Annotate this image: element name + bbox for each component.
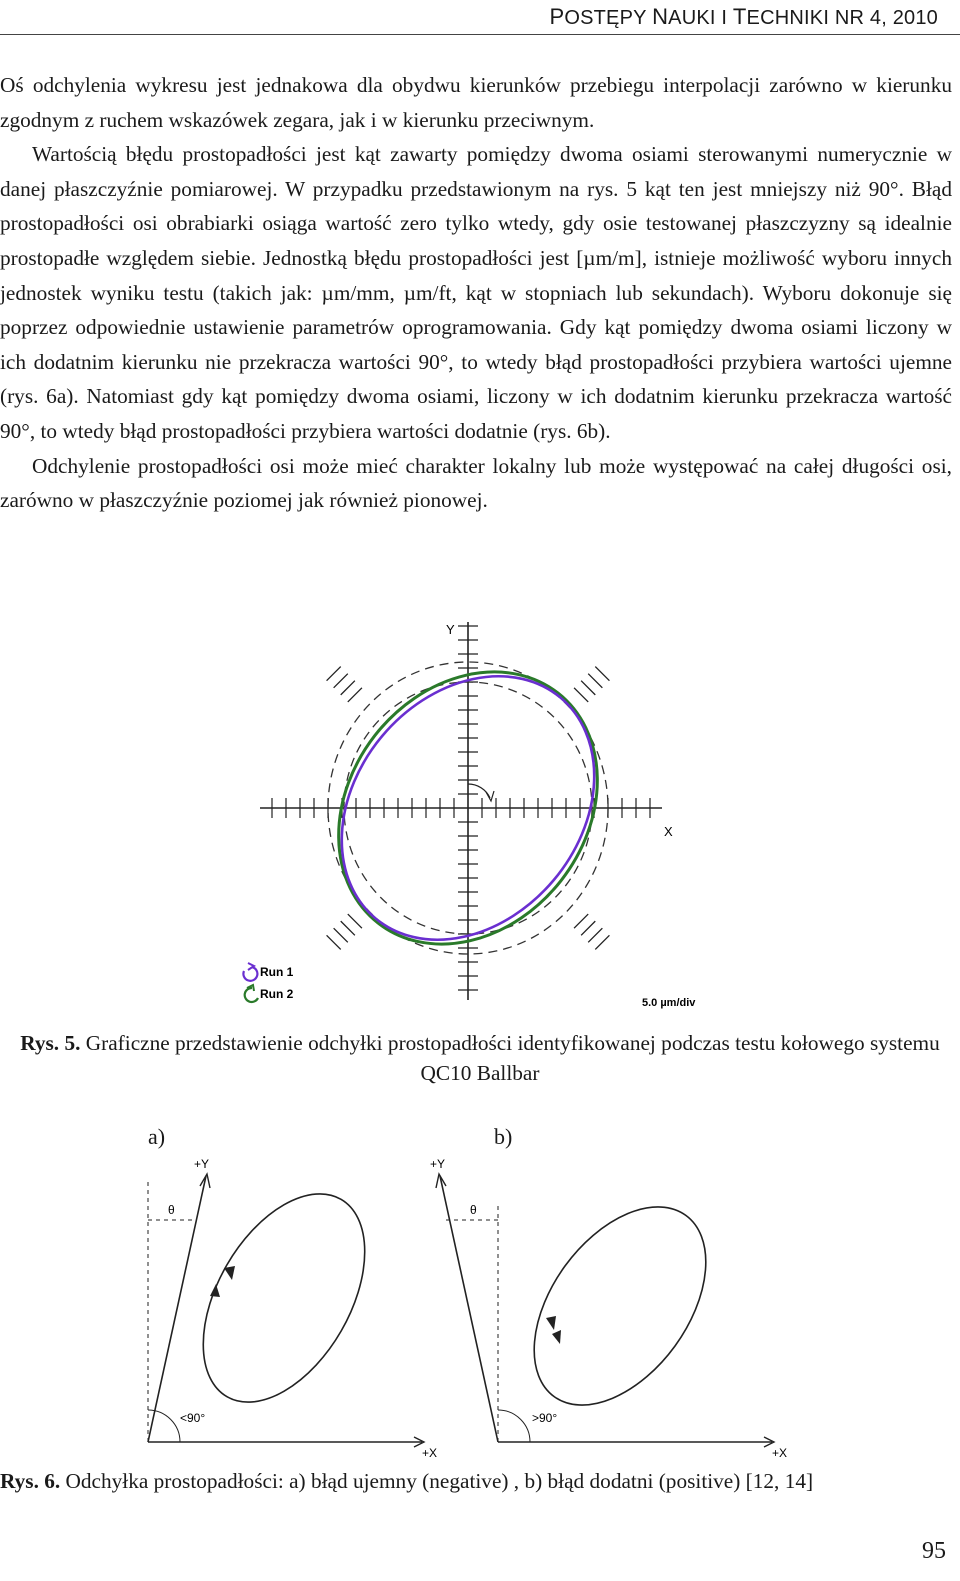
run-2-legend-icon [245, 988, 258, 1002]
diagonal-hatch [581, 681, 595, 695]
figure-6-caption [0, 1466, 960, 1496]
title-part-1: OSTĘPY [564, 7, 653, 29]
panel-a-direction-arrow-2 [210, 1284, 220, 1297]
journal-title [549, 4, 938, 30]
panel-b-x-label: +X [772, 1446, 788, 1460]
title-initial-3: T [732, 4, 747, 29]
panel-b-y-axis [440, 1176, 498, 1442]
panel-a-y-label: +Y [194, 1157, 210, 1171]
panel-b-y-label: +Y [430, 1157, 446, 1171]
figure-5-caption-text: Graficzne przedstawienie odchyłki prostopadłości identyfikowanej podczas testu kołowego systemu QC10 Ballbar [80, 1031, 940, 1085]
run-2-label: Run 2 [260, 987, 294, 1001]
angle-arc [468, 784, 490, 798]
diagonal-hatch [574, 914, 588, 928]
panel-a-diagram [148, 1157, 437, 1460]
figure-6-diagrams [140, 1120, 820, 1460]
diagonal-hatch [588, 928, 602, 942]
panel-a-ellipse [170, 1166, 398, 1429]
paragraph-2: Wartością błędu prostopadłości jest kąt zawarty pomiędzy dwoma osiami sterowanymi numerycznie w danej płaszczyźnie pomiarowej. W przypadku przedstawionym na rys. 5 kąt ten jest mniejszy niż 90°. Błąd prostopadłości osi obrabiarki osiąga wartość zero tylko wtedy, gdy osie testowanej płaszczyzny są idealnie prostopadłe względem siebie. Jednostką błędu prostopadłości jest [µm/m], istnieje możliwość wyboru innych jednostek wyniku testu (takich jak: µm/mm, µm/ft, kąt w stopniach lub sekundach). Wyboru dokonuje się poprzez odpowiednie ustawienie parametrów oprogramowania. Gdy kąt pomiędzy dwoma osiami liczony w ich dodatnim kierunku nie przekracza wartości 90°, to wtedy błąd prostopadłości przybiera wartości ujemne (rys. 6a). Natomiast gdy kąt pomiędzy dwoma osiami, liczony w ich dodatnim kierunku przekracza wartość 90°, to wtedy błąd prostopadłości przybiera wartości dodatnie (rys. 6b). [0, 142, 952, 443]
panel-b-label: b) [494, 1124, 513, 1149]
panel-b-direction-arrow-2 [552, 1330, 561, 1344]
title-part-3: ECHNIKI NR 4, 2010 [746, 7, 938, 29]
title-initial-1: P [549, 4, 565, 29]
figure-5-caption [0, 1028, 960, 1088]
panel-b-diagram [430, 1157, 787, 1460]
header-rule [0, 34, 960, 35]
figure-5-caption-label: Rys. 5. [20, 1031, 81, 1055]
panel-a-angle-label: <90° [180, 1411, 206, 1425]
panel-a-direction-arrow [224, 1266, 235, 1280]
panel-b-direction-arrow [546, 1316, 556, 1330]
diagonal-hatch [327, 667, 341, 681]
panel-b-angle-arc [498, 1410, 530, 1442]
diagonal-hatch [327, 935, 341, 949]
panel-a-x-label: +X [422, 1446, 438, 1460]
diagonal-hatch [341, 921, 355, 935]
diagonal-hatch [341, 681, 355, 695]
title-initial-2: N [652, 4, 669, 29]
body-text [0, 68, 952, 518]
panel-a-label: a) [148, 1124, 166, 1149]
figure-6-caption-text: Odchyłka prostopadłości: a) błąd ujemny (negative) , b) błąd dodatni (positive) [12, 14] [60, 1469, 814, 1493]
panel-a-angle-arc [148, 1410, 180, 1442]
x-axis-label: X [664, 824, 673, 839]
diagonal-hatch [334, 928, 348, 942]
panel-a-y-axis [148, 1176, 206, 1442]
run-1-label: Run 1 [260, 965, 294, 979]
diagonal-hatch [334, 674, 348, 688]
diagonal-hatch [595, 935, 609, 949]
page-number: 95 [922, 1538, 946, 1564]
panel-a-theta-label: θ [168, 1203, 175, 1217]
legend [243, 963, 293, 1002]
panel-b-ellipse [499, 1175, 741, 1436]
panel-b-angle-label: >90° [532, 1411, 558, 1425]
y-axis-label: Y [446, 622, 455, 637]
diagonal-hatch [595, 667, 609, 681]
scale-label: 5.0 µm/div [642, 997, 696, 1009]
title-part-2: AUKI I [668, 7, 733, 29]
paragraph-1: Oś odchylenia wykresu jest jednakowa dla obydwu kierunków przebiegu interpolacji zarówno w kierunku zgodnym z ruchem wskazówek zegara, jak i w kierunku przeciwnym. [0, 73, 952, 132]
figure-6-caption-label: Rys. 6. [0, 1469, 61, 1493]
running-header [0, 0, 960, 36]
run-1-arrow-icon [248, 963, 254, 970]
figure-5-ballbar-plot [200, 608, 728, 1018]
diagonal-hatch [574, 688, 588, 702]
panel-b-theta-label: θ [470, 1203, 477, 1217]
diagonal-hatch [348, 688, 362, 702]
paragraph-3: Odchylenie prostopadłości osi może mieć charakter lokalny lub może występować na całej długości osi, zarówno w płaszczyźnie poziomej jak również pionowej. [0, 453, 952, 513]
diagonal-hatch [588, 674, 602, 688]
diagonal-hatch [348, 914, 362, 928]
diagonal-hatch [581, 921, 595, 935]
